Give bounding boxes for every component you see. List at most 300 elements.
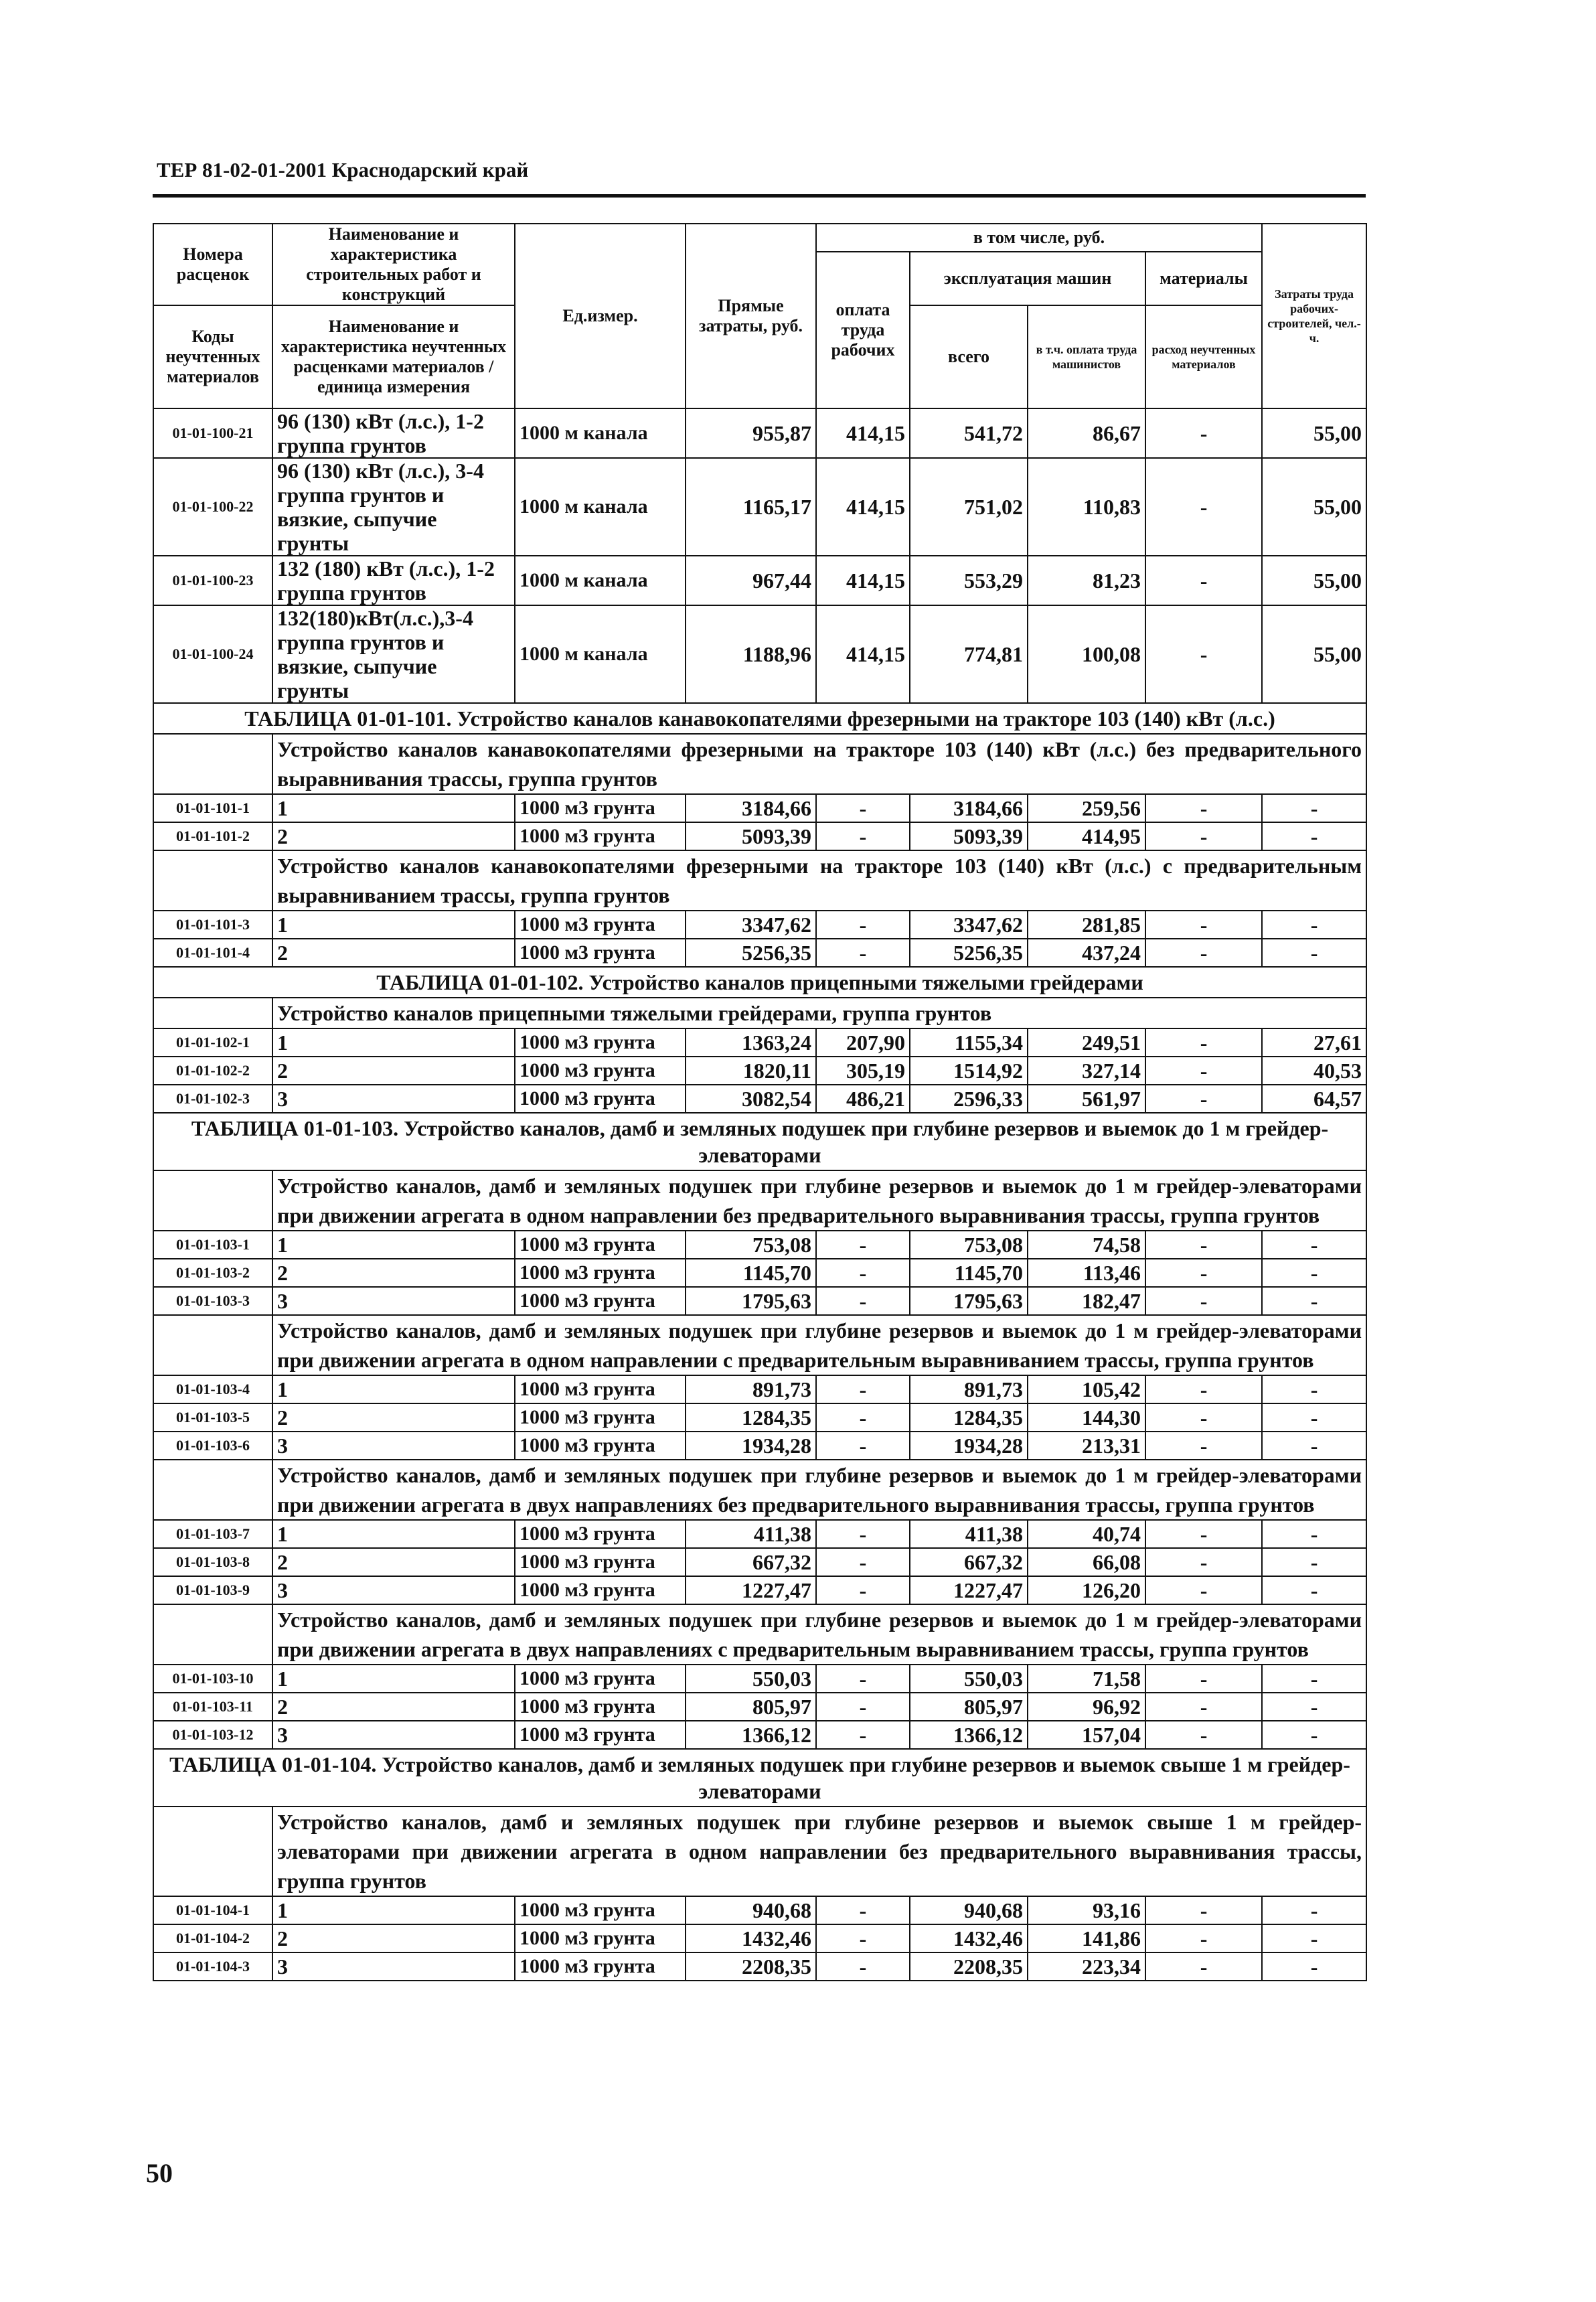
group-code-cell bbox=[153, 1170, 272, 1231]
cell-labor-pay: - bbox=[816, 1259, 910, 1287]
table-row bbox=[153, 1375, 1366, 1403]
cell-materials: - bbox=[1145, 605, 1262, 703]
cell-direct-cost: 1188,96 bbox=[686, 605, 816, 703]
cell-labor-hours: - bbox=[1262, 1693, 1366, 1721]
rate-code: 01-01-103-9 bbox=[153, 1576, 272, 1604]
cell-direct-cost: 1363,24 bbox=[686, 1028, 816, 1057]
cell-labor-hours: - bbox=[1262, 939, 1366, 967]
cell-direct-cost: 967,44 bbox=[686, 556, 816, 605]
running-header: ТЕР 81-02-01-2001 Краснодарский край bbox=[157, 158, 529, 181]
cell-materials: - bbox=[1145, 1231, 1262, 1259]
group-description: Устройство каналов, дамб и земляных подушек при глубине резервов и выемок до 1 м грейдер-элеваторами при движении агрегата в двух направлениях без предварительного выравнивания трассы, группа грунтов bbox=[272, 1460, 1366, 1520]
cell-labor-pay: - bbox=[816, 1231, 910, 1259]
group-code-cell bbox=[153, 734, 272, 794]
rate-name: 3 bbox=[272, 1432, 515, 1460]
cell-labor-pay: 305,19 bbox=[816, 1057, 910, 1085]
cell-labor-hours: - bbox=[1262, 911, 1366, 939]
cell-unit: 1000 м3 грунта bbox=[515, 1432, 686, 1460]
table-row bbox=[153, 408, 1366, 458]
section-title-text: ТАБЛИЦА 01-01-103. Устройство каналов, дамб и земляных подушек при глубине резервов и выемок до 1 м грейдер-элеваторами bbox=[153, 1113, 1366, 1170]
table-row bbox=[153, 1028, 1366, 1057]
cell-unit: 1000 м канала bbox=[515, 556, 686, 605]
rate-code: 01-01-103-2 bbox=[153, 1259, 272, 1287]
group-header-row bbox=[153, 734, 1366, 794]
cell-unit: 1000 м3 грунта bbox=[515, 822, 686, 850]
cell-machinist-pay: 110,83 bbox=[1028, 458, 1145, 556]
cell-direct-cost: 753,08 bbox=[686, 1231, 816, 1259]
cell-materials: - bbox=[1145, 1375, 1262, 1403]
rate-name: 2 bbox=[272, 1259, 515, 1287]
cell-machinist-pay: 213,31 bbox=[1028, 1432, 1145, 1460]
cell-direct-cost: 550,03 bbox=[686, 1665, 816, 1693]
rate-code: 01-01-103-1 bbox=[153, 1231, 272, 1259]
cell-unit: 1000 м3 грунта bbox=[515, 1231, 686, 1259]
cell-machines-cost: 550,03 bbox=[910, 1665, 1028, 1693]
table-row bbox=[153, 1231, 1366, 1259]
rate-code: 01-01-103-4 bbox=[153, 1375, 272, 1403]
rate-code: 01-01-101-3 bbox=[153, 911, 272, 939]
cell-materials: - bbox=[1145, 1952, 1262, 1981]
cell-unit: 1000 м3 грунта bbox=[515, 1259, 686, 1287]
cell-machines-cost: 553,29 bbox=[910, 556, 1028, 605]
cell-labor-pay: - bbox=[816, 1896, 910, 1924]
rate-code: 01-01-103-3 bbox=[153, 1287, 272, 1315]
table-body bbox=[153, 408, 1366, 1981]
table-row bbox=[153, 794, 1366, 822]
cell-labor-pay: - bbox=[816, 1665, 910, 1693]
cell-materials: - bbox=[1145, 1896, 1262, 1924]
table-section-title bbox=[153, 1749, 1366, 1807]
group-code-cell bbox=[153, 850, 272, 911]
cell-machines-cost: 411,38 bbox=[910, 1520, 1028, 1548]
cell-labor-hours: - bbox=[1262, 1576, 1366, 1604]
cell-labor-pay: 414,15 bbox=[816, 605, 910, 703]
cell-machines-cost: 1145,70 bbox=[910, 1259, 1028, 1287]
cell-labor-hours: - bbox=[1262, 1432, 1366, 1460]
cell-machinist-pay: 113,46 bbox=[1028, 1259, 1145, 1287]
cell-unit: 1000 м3 грунта bbox=[515, 1520, 686, 1548]
table-row bbox=[153, 1085, 1366, 1113]
cell-machinist-pay: 414,95 bbox=[1028, 822, 1145, 850]
cell-direct-cost: 3082,54 bbox=[686, 1085, 816, 1113]
header-rule bbox=[153, 194, 1366, 198]
cell-labor-hours: 55,00 bbox=[1262, 408, 1366, 458]
rate-name: 2 bbox=[272, 939, 515, 967]
cell-labor-hours: - bbox=[1262, 1721, 1366, 1749]
cell-unit: 1000 м3 грунта bbox=[515, 1665, 686, 1693]
cell-labor-pay: 414,15 bbox=[816, 408, 910, 458]
rate-name: 132 (180) кВт (л.с.), 1-2 группа грунтов bbox=[272, 556, 515, 605]
cell-direct-cost: 940,68 bbox=[686, 1896, 816, 1924]
table-row bbox=[153, 1576, 1366, 1604]
rate-name: 2 bbox=[272, 1057, 515, 1085]
cell-unit: 1000 м3 грунта bbox=[515, 1375, 686, 1403]
cell-machinist-pay: 126,20 bbox=[1028, 1576, 1145, 1604]
rate-name: 2 bbox=[272, 822, 515, 850]
group-code-cell bbox=[153, 1807, 272, 1896]
cell-unit: 1000 м3 грунта bbox=[515, 911, 686, 939]
cell-materials: - bbox=[1145, 911, 1262, 939]
cell-materials: - bbox=[1145, 1259, 1262, 1287]
rate-code: 01-01-102-1 bbox=[153, 1028, 272, 1057]
table-row bbox=[153, 1259, 1366, 1287]
table-row bbox=[153, 822, 1366, 850]
cell-machines-cost: 1284,35 bbox=[910, 1403, 1028, 1432]
cell-labor-hours: - bbox=[1262, 1952, 1366, 1981]
cell-machines-cost: 1934,28 bbox=[910, 1432, 1028, 1460]
cell-machines-cost: 1227,47 bbox=[910, 1576, 1028, 1604]
rate-name: 3 bbox=[272, 1287, 515, 1315]
cell-direct-cost: 3184,66 bbox=[686, 794, 816, 822]
cell-labor-hours: - bbox=[1262, 1924, 1366, 1952]
cell-materials: - bbox=[1145, 939, 1262, 967]
table-section-title bbox=[153, 967, 1366, 998]
cell-labor-hours: 55,00 bbox=[1262, 605, 1366, 703]
cell-machines-cost: 1366,12 bbox=[910, 1721, 1028, 1749]
table-row bbox=[153, 1721, 1366, 1749]
cell-machinist-pay: 66,08 bbox=[1028, 1548, 1145, 1576]
cell-labor-pay: - bbox=[816, 911, 910, 939]
cell-labor-hours: 55,00 bbox=[1262, 556, 1366, 605]
cell-direct-cost: 1366,12 bbox=[686, 1721, 816, 1749]
cell-direct-cost: 1227,47 bbox=[686, 1576, 816, 1604]
cell-labor-pay: - bbox=[816, 1287, 910, 1315]
cell-materials: - bbox=[1145, 1085, 1262, 1113]
table-row bbox=[153, 1403, 1366, 1432]
rate-code: 01-01-103-5 bbox=[153, 1403, 272, 1432]
table-row bbox=[153, 1665, 1366, 1693]
cell-unit: 1000 м3 грунта bbox=[515, 1576, 686, 1604]
table-row bbox=[153, 458, 1366, 556]
cell-materials: - bbox=[1145, 1432, 1262, 1460]
cell-labor-hours: - bbox=[1262, 1896, 1366, 1924]
rate-code: 01-01-104-2 bbox=[153, 1924, 272, 1952]
cell-direct-cost: 5256,35 bbox=[686, 939, 816, 967]
cell-labor-pay: - bbox=[816, 1721, 910, 1749]
col-materials-usage: расход неучтенных материалов bbox=[1145, 305, 1262, 408]
cell-materials: - bbox=[1145, 1721, 1262, 1749]
cell-labor-hours: - bbox=[1262, 1548, 1366, 1576]
rate-code: 01-01-104-3 bbox=[153, 1952, 272, 1981]
cell-labor-hours: - bbox=[1262, 1520, 1366, 1548]
cell-machines-cost: 2596,33 bbox=[910, 1085, 1028, 1113]
cell-direct-cost: 1795,63 bbox=[686, 1287, 816, 1315]
cell-machinist-pay: 40,74 bbox=[1028, 1520, 1145, 1548]
cell-labor-pay: 414,15 bbox=[816, 556, 910, 605]
col-unit: Ед.измер. bbox=[515, 224, 686, 408]
table-row bbox=[153, 1548, 1366, 1576]
rate-code: 01-01-103-7 bbox=[153, 1520, 272, 1548]
cell-direct-cost: 1145,70 bbox=[686, 1259, 816, 1287]
cell-labor-pay: - bbox=[816, 1693, 910, 1721]
rate-name: 96 (130) кВт (л.с.), 3-4 группа грунтов и вязкие, сыпучие грунты bbox=[272, 458, 515, 556]
cell-labor-pay: - bbox=[816, 1548, 910, 1576]
table-section-title bbox=[153, 1113, 1366, 1170]
cell-unit: 1000 м3 грунта bbox=[515, 939, 686, 967]
rates-table bbox=[153, 223, 1367, 1981]
rate-code: 01-01-102-3 bbox=[153, 1085, 272, 1113]
cell-machines-cost: 5256,35 bbox=[910, 939, 1028, 967]
rate-name: 2 bbox=[272, 1924, 515, 1952]
cell-labor-hours: - bbox=[1262, 1287, 1366, 1315]
cell-labor-pay: 414,15 bbox=[816, 458, 910, 556]
cell-labor-hours: - bbox=[1262, 1403, 1366, 1432]
cell-direct-cost: 1820,11 bbox=[686, 1057, 816, 1085]
cell-machines-cost: 667,32 bbox=[910, 1548, 1028, 1576]
cell-machinist-pay: 561,97 bbox=[1028, 1085, 1145, 1113]
group-description: Устройство каналов канавокопателями фрезерными на тракторе 103 (140) кВт (л.с.) с предварительным выравниванием трассы, группа грунтов bbox=[272, 850, 1366, 911]
col-labor-pay: оплата труда рабочих bbox=[816, 252, 910, 408]
rate-code: 01-01-100-22 bbox=[153, 458, 272, 556]
cell-direct-cost: 667,32 bbox=[686, 1548, 816, 1576]
cell-materials: - bbox=[1145, 458, 1262, 556]
cell-machinist-pay: 437,24 bbox=[1028, 939, 1145, 967]
section-title-text: ТАБЛИЦА 01-01-101. Устройство каналов канавокопателями фрезерными на тракторе 103 (140) кВт (л.с.) bbox=[153, 703, 1366, 734]
cell-materials: - bbox=[1145, 1548, 1262, 1576]
group-description: Устройство каналов, дамб и земляных подушек при глубине резервов и выемок до 1 м грейдер-элеваторами при движении агрегата в одном направлении без предварительного выравнивания трассы, группа грунтов bbox=[272, 1170, 1366, 1231]
col-incl: в том числе, руб. bbox=[816, 224, 1262, 252]
cell-direct-cost: 1934,28 bbox=[686, 1432, 816, 1460]
group-header-row bbox=[153, 850, 1366, 911]
rate-name: 1 bbox=[272, 794, 515, 822]
rate-code: 01-01-101-2 bbox=[153, 822, 272, 850]
col-name-top: Наименование и характеристика строительных работ и конструкций bbox=[272, 224, 515, 305]
table-head bbox=[153, 224, 1366, 408]
table-row bbox=[153, 1952, 1366, 1981]
rate-name: 2 bbox=[272, 1403, 515, 1432]
cell-labor-pay: 207,90 bbox=[816, 1028, 910, 1057]
rate-name: 3 bbox=[272, 1085, 515, 1113]
cell-unit: 1000 м3 грунта bbox=[515, 1403, 686, 1432]
cell-labor-hours: 27,61 bbox=[1262, 1028, 1366, 1057]
rate-code: 01-01-104-1 bbox=[153, 1896, 272, 1924]
rate-name: 3 bbox=[272, 1952, 515, 1981]
cell-machines-cost: 1155,34 bbox=[910, 1028, 1028, 1057]
cell-direct-cost: 1432,46 bbox=[686, 1924, 816, 1952]
cell-labor-pay: - bbox=[816, 1432, 910, 1460]
rate-name: 2 bbox=[272, 1693, 515, 1721]
cell-unit: 1000 м канала bbox=[515, 408, 686, 458]
cell-direct-cost: 1284,35 bbox=[686, 1403, 816, 1432]
cell-unit: 1000 м3 грунта bbox=[515, 1057, 686, 1085]
cell-direct-cost: 955,87 bbox=[686, 408, 816, 458]
cell-machinist-pay: 141,86 bbox=[1028, 1924, 1145, 1952]
section-title-text: ТАБЛИЦА 01-01-104. Устройство каналов, дамб и земляных подушек при глубине резервов и выемок свыше 1 м грейдер-элеваторами bbox=[153, 1749, 1366, 1807]
cell-materials: - bbox=[1145, 794, 1262, 822]
cell-unit: 1000 м3 грунта bbox=[515, 1287, 686, 1315]
group-header-row bbox=[153, 1604, 1366, 1665]
cell-labor-hours: 55,00 bbox=[1262, 458, 1366, 556]
rate-name: 1 bbox=[272, 1375, 515, 1403]
cell-machinist-pay: 86,67 bbox=[1028, 408, 1145, 458]
cell-machines-cost: 891,73 bbox=[910, 1375, 1028, 1403]
cell-machinist-pay: 100,08 bbox=[1028, 605, 1145, 703]
cell-labor-hours: - bbox=[1262, 822, 1366, 850]
cell-machines-cost: 1795,63 bbox=[910, 1287, 1028, 1315]
cell-materials: - bbox=[1145, 1057, 1262, 1085]
cell-labor-pay: - bbox=[816, 1375, 910, 1403]
cell-machines-cost: 940,68 bbox=[910, 1896, 1028, 1924]
cell-labor-hours: 64,57 bbox=[1262, 1085, 1366, 1113]
col-code-bottom: Коды неучтенных материалов bbox=[153, 305, 272, 408]
section-title-text: ТАБЛИЦА 01-01-102. Устройство каналов прицепными тяжелыми грейдерами bbox=[153, 967, 1366, 998]
cell-direct-cost: 1165,17 bbox=[686, 458, 816, 556]
col-code-top: Номера расценок bbox=[153, 224, 272, 305]
cell-machinist-pay: 223,34 bbox=[1028, 1952, 1145, 1981]
cell-labor-pay: - bbox=[816, 1952, 910, 1981]
table-row bbox=[153, 1057, 1366, 1085]
rate-name: 2 bbox=[272, 1548, 515, 1576]
col-machines: эксплуатация машин bbox=[910, 252, 1145, 305]
rate-code: 01-01-103-6 bbox=[153, 1432, 272, 1460]
col-name-bottom: Наименование и характеристика неучтенных расценками материалов / единица измерения bbox=[272, 305, 515, 408]
cell-direct-cost: 891,73 bbox=[686, 1375, 816, 1403]
rate-name: 1 bbox=[272, 1028, 515, 1057]
cell-machinist-pay: 249,51 bbox=[1028, 1028, 1145, 1057]
col-machines-pay: в т.ч. оплата труда машинистов bbox=[1028, 305, 1145, 408]
rate-name: 3 bbox=[272, 1576, 515, 1604]
cell-unit: 1000 м канала bbox=[515, 605, 686, 703]
col-labor: Затраты труда рабочих-строителей, чел.-ч. bbox=[1262, 224, 1366, 408]
cell-materials: - bbox=[1145, 1403, 1262, 1432]
cell-unit: 1000 м канала bbox=[515, 458, 686, 556]
rates-table-wrapper bbox=[153, 223, 1367, 1981]
rate-code: 01-01-103-10 bbox=[153, 1665, 272, 1693]
cell-materials: - bbox=[1145, 1520, 1262, 1548]
table-row bbox=[153, 1520, 1366, 1548]
cell-labor-hours: - bbox=[1262, 1259, 1366, 1287]
cell-direct-cost: 2208,35 bbox=[686, 1952, 816, 1981]
cell-labor-pay: - bbox=[816, 939, 910, 967]
rate-code: 01-01-101-4 bbox=[153, 939, 272, 967]
group-code-cell bbox=[153, 1604, 272, 1665]
cell-labor-pay: - bbox=[816, 1520, 910, 1548]
group-description: Устройство каналов, дамб и земляных подушек при глубине резервов и выемок до 1 м грейдер-элеваторами при движении агрегата в одном направлении с предварительным выравниванием трассы, группа грунтов bbox=[272, 1315, 1366, 1375]
cell-labor-pay: - bbox=[816, 1924, 910, 1952]
cell-materials: - bbox=[1145, 1924, 1262, 1952]
rate-name: 1 bbox=[272, 1665, 515, 1693]
cell-materials: - bbox=[1145, 1665, 1262, 1693]
cell-labor-pay: - bbox=[816, 1403, 910, 1432]
table-row bbox=[153, 911, 1366, 939]
table-row bbox=[153, 939, 1366, 967]
cell-unit: 1000 м3 грунта bbox=[515, 1548, 686, 1576]
group-code-cell bbox=[153, 1315, 272, 1375]
cell-labor-pay: - bbox=[816, 794, 910, 822]
cell-materials: - bbox=[1145, 1028, 1262, 1057]
rate-name: 1 bbox=[272, 1520, 515, 1548]
cell-labor-pay: - bbox=[816, 1576, 910, 1604]
cell-materials: - bbox=[1145, 556, 1262, 605]
table-row bbox=[153, 1432, 1366, 1460]
group-code-cell bbox=[153, 998, 272, 1028]
group-description: Устройство каналов, дамб и земляных подушек при глубине резервов и выемок свыше 1 м грейдер-элеваторами при движении агрегата в одном направлении без предварительного выравнивания трассы, группа грунтов bbox=[272, 1807, 1366, 1896]
cell-labor-pay: 486,21 bbox=[816, 1085, 910, 1113]
table-row bbox=[153, 1896, 1366, 1924]
table-row bbox=[153, 605, 1366, 703]
cell-machines-cost: 1514,92 bbox=[910, 1057, 1028, 1085]
cell-machines-cost: 774,81 bbox=[910, 605, 1028, 703]
group-header-row bbox=[153, 1315, 1366, 1375]
cell-labor-pay: - bbox=[816, 822, 910, 850]
rate-code: 01-01-103-11 bbox=[153, 1693, 272, 1721]
cell-machinist-pay: 281,85 bbox=[1028, 911, 1145, 939]
group-description: Устройство каналов, дамб и земляных подушек при глубине резервов и выемок до 1 м грейдер-элеваторами при движении агрегата в двух направлениях с предварительным выравниванием трассы, группа грунтов bbox=[272, 1604, 1366, 1665]
cell-machines-cost: 753,08 bbox=[910, 1231, 1028, 1259]
rate-code: 01-01-103-8 bbox=[153, 1548, 272, 1576]
cell-unit: 1000 м3 грунта bbox=[515, 1952, 686, 1981]
cell-materials: - bbox=[1145, 1693, 1262, 1721]
cell-machinist-pay: 259,56 bbox=[1028, 794, 1145, 822]
table-row bbox=[153, 556, 1366, 605]
cell-machinist-pay: 74,58 bbox=[1028, 1231, 1145, 1259]
page-number: 50 bbox=[146, 2158, 173, 2188]
group-description: Устройство каналов канавокопателями фрезерными на тракторе 103 (140) кВт (л.с.) без предварительного выравнивания трассы, группа грунтов bbox=[272, 734, 1366, 794]
cell-unit: 1000 м3 грунта bbox=[515, 1721, 686, 1749]
cell-unit: 1000 м3 грунта bbox=[515, 1028, 686, 1057]
cell-machinist-pay: 182,47 bbox=[1028, 1287, 1145, 1315]
cell-machinist-pay: 144,30 bbox=[1028, 1403, 1145, 1432]
group-header-row bbox=[153, 1460, 1366, 1520]
cell-materials: - bbox=[1145, 1287, 1262, 1315]
group-code-cell bbox=[153, 1460, 272, 1520]
rate-name: 1 bbox=[272, 1231, 515, 1259]
cell-direct-cost: 3347,62 bbox=[686, 911, 816, 939]
group-header-row bbox=[153, 1170, 1366, 1231]
rate-code: 01-01-103-12 bbox=[153, 1721, 272, 1749]
cell-machines-cost: 541,72 bbox=[910, 408, 1028, 458]
rate-code: 01-01-102-2 bbox=[153, 1057, 272, 1085]
cell-unit: 1000 м3 грунта bbox=[515, 794, 686, 822]
cell-unit: 1000 м3 грунта bbox=[515, 1085, 686, 1113]
cell-machinist-pay: 93,16 bbox=[1028, 1896, 1145, 1924]
table-row bbox=[153, 1287, 1366, 1315]
col-machines-all: всего bbox=[910, 305, 1028, 408]
cell-machines-cost: 2208,35 bbox=[910, 1952, 1028, 1981]
cell-labor-hours: - bbox=[1262, 1231, 1366, 1259]
cell-labor-hours: - bbox=[1262, 1665, 1366, 1693]
table-section-title bbox=[153, 703, 1366, 734]
col-direct: Прямые затраты, руб. bbox=[686, 224, 816, 408]
cell-machinist-pay: 71,58 bbox=[1028, 1665, 1145, 1693]
cell-machines-cost: 3184,66 bbox=[910, 794, 1028, 822]
cell-direct-cost: 805,97 bbox=[686, 1693, 816, 1721]
rate-name: 3 bbox=[272, 1721, 515, 1749]
rate-code: 01-01-100-21 bbox=[153, 408, 272, 458]
rate-name: 96 (130) кВт (л.с.), 1-2 группа грунтов bbox=[272, 408, 515, 458]
col-materials: материалы bbox=[1145, 252, 1262, 305]
cell-labor-hours: 40,53 bbox=[1262, 1057, 1366, 1085]
cell-machinist-pay: 96,92 bbox=[1028, 1693, 1145, 1721]
group-header-row bbox=[153, 1807, 1366, 1896]
rate-name: 1 bbox=[272, 911, 515, 939]
cell-machines-cost: 5093,39 bbox=[910, 822, 1028, 850]
cell-machines-cost: 3347,62 bbox=[910, 911, 1028, 939]
cell-machinist-pay: 105,42 bbox=[1028, 1375, 1145, 1403]
cell-direct-cost: 411,38 bbox=[686, 1520, 816, 1548]
cell-direct-cost: 5093,39 bbox=[686, 822, 816, 850]
cell-machines-cost: 1432,46 bbox=[910, 1924, 1028, 1952]
cell-machines-cost: 751,02 bbox=[910, 458, 1028, 556]
cell-machinist-pay: 157,04 bbox=[1028, 1721, 1145, 1749]
cell-unit: 1000 м3 грунта bbox=[515, 1896, 686, 1924]
group-description: Устройство каналов прицепными тяжелыми грейдерами, группа грунтов bbox=[272, 998, 1366, 1028]
cell-materials: - bbox=[1145, 822, 1262, 850]
rate-name: 132(180)кВт(л.с.),3-4 группа грунтов и вязкие, сыпучие грунты bbox=[272, 605, 515, 703]
group-header-row bbox=[153, 998, 1366, 1028]
cell-machines-cost: 805,97 bbox=[910, 1693, 1028, 1721]
table-row bbox=[153, 1924, 1366, 1952]
